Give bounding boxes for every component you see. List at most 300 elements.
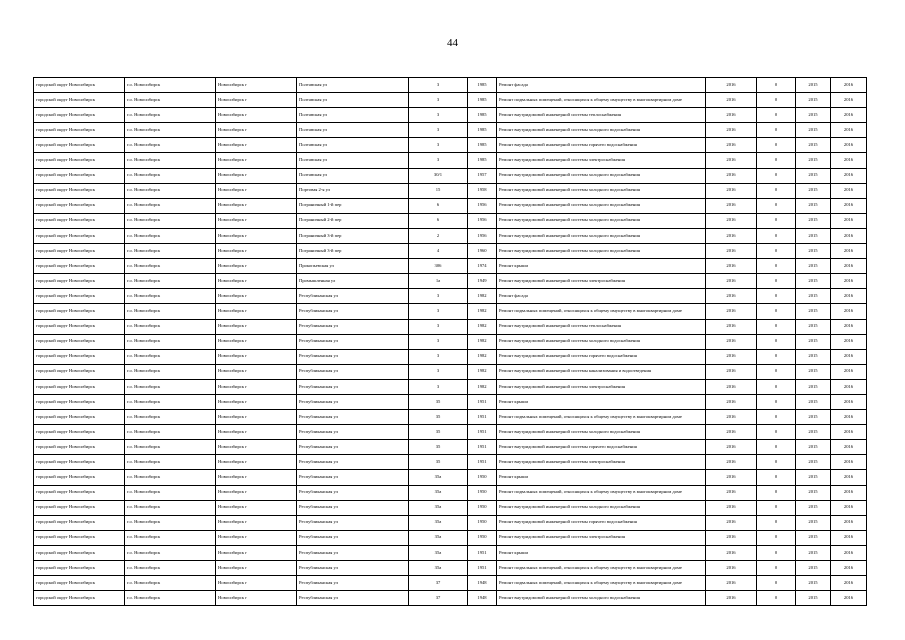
house-number-cell: 3 [409,138,468,153]
count-cell: 0 [757,379,796,394]
street-cell: Республиканская ул [297,364,409,379]
district-cell: городской округ Новосибирск [34,470,125,485]
work-type-cell: Ремонт подвальных помещений, относящихся к общему имуществу в многоквартирном доме [497,93,706,108]
district-cell: городской округ Новосибирск [34,576,125,591]
table-row [34,319,867,334]
table-row [34,545,867,560]
count-cell: 0 [757,410,796,425]
start-year-cell: 2015 [796,364,831,379]
count-cell: 0 [757,545,796,560]
table-row [34,455,867,470]
build-year-cell: 1985 [468,153,497,168]
work-type-cell: Ремонт подвальных помещений, относящихся к общему имуществу в многоквартирном доме [497,576,706,591]
district-cell: городской округ Новосибирск [34,289,125,304]
table-row [34,485,867,500]
municipality-cell: г.о. Новосибирск [125,410,216,425]
city-cell: Новосибирск г [216,364,297,379]
build-year-cell: 1951 [468,440,497,455]
start-year-cell: 2015 [796,515,831,530]
city-cell: Новосибирск г [216,545,297,560]
municipality-cell: г.о. Новосибирск [125,349,216,364]
street-cell: Республиканская ул [297,455,409,470]
municipality-cell: г.о. Новосибирск [125,108,216,123]
end-year-cell: 2016 [831,379,867,394]
build-year-cell: 1957 [468,168,497,183]
municipality-cell: г.о. Новосибирск [125,515,216,530]
district-cell: городской округ Новосибирск [34,183,125,198]
end-year-cell: 2016 [831,244,867,259]
street-cell: Республиканская ул [297,319,409,334]
table-row [34,334,867,349]
plan-year-cell: 2016 [706,228,757,243]
count-cell: 0 [757,168,796,183]
start-year-cell: 2015 [796,561,831,576]
count-cell: 0 [757,561,796,576]
city-cell: Новосибирск г [216,591,297,606]
municipality-cell: г.о. Новосибирск [125,591,216,606]
city-cell: Новосибирск г [216,244,297,259]
city-cell: Новосибирск г [216,228,297,243]
count-cell: 0 [757,198,796,213]
start-year-cell: 2015 [796,123,831,138]
build-year-cell: 1956 [468,228,497,243]
work-type-cell: Ремонт внутридомовой инженерной системы теплоснабжения [497,108,706,123]
table-row [34,123,867,138]
work-type-cell: Ремонт внутридомовой инженерной системы холодного водоснабжения [497,228,706,243]
count-cell: 0 [757,183,796,198]
table-row [34,244,867,259]
house-number-cell: 35 [409,394,468,409]
count-cell: 0 [757,425,796,440]
district-cell: городской округ Новосибирск [34,379,125,394]
municipality-cell: г.о. Новосибирск [125,440,216,455]
plan-year-cell: 2016 [706,198,757,213]
plan-year-cell: 2016 [706,515,757,530]
street-cell: Полтавская ул [297,138,409,153]
table-row [34,304,867,319]
house-number-cell: 3 [409,93,468,108]
street-cell: Республиканская ул [297,304,409,319]
house-number-cell: 6 [409,198,468,213]
start-year-cell: 2015 [796,168,831,183]
table-row [34,425,867,440]
work-type-cell: Ремонт внутридомовой инженерной системы горячего водоснабжения [497,440,706,455]
municipality-cell: г.о. Новосибирск [125,425,216,440]
count-cell: 0 [757,576,796,591]
build-year-cell: 1958 [468,183,497,198]
end-year-cell: 2016 [831,138,867,153]
work-type-cell: Ремонт внутридомовой инженерной системы холодного водоснабжения [497,244,706,259]
house-number-cell: 15 [409,183,468,198]
end-year-cell: 2016 [831,228,867,243]
street-cell: Прокопьевская ул [297,259,409,274]
city-cell: Новосибирск г [216,394,297,409]
table-row [34,515,867,530]
plan-year-cell: 2016 [706,259,757,274]
work-type-cell: Ремонт внутридомовой инженерной системы холодного водоснабжения [497,168,706,183]
start-year-cell: 2015 [796,244,831,259]
municipality-cell: г.о. Новосибирск [125,576,216,591]
plan-year-cell: 2016 [706,183,757,198]
table-row [34,93,867,108]
work-type-cell: Ремонт внутридомовой инженерной системы электроснабжения [497,153,706,168]
start-year-cell: 2015 [796,576,831,591]
city-cell: Новосибирск г [216,108,297,123]
plan-year-cell: 2016 [706,364,757,379]
count-cell: 0 [757,455,796,470]
work-type-cell: Ремонт внутридомовой инженерной системы холодного водоснабжения [497,183,706,198]
street-cell: Полтавская ул [297,78,409,93]
repair-registry-table [33,77,867,606]
district-cell: городской округ Новосибирск [34,349,125,364]
count-cell: 0 [757,364,796,379]
district-cell: городской округ Новосибирск [34,259,125,274]
street-cell: Республиканская ул [297,576,409,591]
table-row [34,500,867,515]
end-year-cell: 2016 [831,561,867,576]
district-cell: городской округ Новосибирск [34,228,125,243]
city-cell: Новосибирск г [216,289,297,304]
city-cell: Новосибирск г [216,153,297,168]
plan-year-cell: 2016 [706,470,757,485]
start-year-cell: 2015 [796,455,831,470]
table-row [34,213,867,228]
district-cell: городской округ Новосибирск [34,485,125,500]
build-year-cell: 1950 [468,485,497,500]
municipality-cell: г.о. Новосибирск [125,379,216,394]
district-cell: городской округ Новосибирск [34,410,125,425]
count-cell: 0 [757,591,796,606]
municipality-cell: г.о. Новосибирск [125,244,216,259]
street-cell: Республиканская ул [297,561,409,576]
house-number-cell: 306 [409,259,468,274]
count-cell: 0 [757,123,796,138]
street-cell: Республиканская ул [297,440,409,455]
count-cell: 0 [757,530,796,545]
table-row [34,108,867,123]
count-cell: 0 [757,93,796,108]
table-row [34,561,867,576]
start-year-cell: 2015 [796,334,831,349]
city-cell: Новосибирск г [216,168,297,183]
count-cell: 0 [757,259,796,274]
city-cell: Новосибирск г [216,379,297,394]
work-type-cell: Ремонт внутридомовой инженерной системы холодного водоснабжения [497,213,706,228]
plan-year-cell: 2016 [706,545,757,560]
plan-year-cell: 2016 [706,500,757,515]
house-number-cell: 35а [409,530,468,545]
end-year-cell: 2016 [831,334,867,349]
city-cell: Новосибирск г [216,349,297,364]
work-type-cell: Ремонт внутридомовой инженерной системы горячего водоснабжения [497,138,706,153]
count-cell: 0 [757,213,796,228]
build-year-cell: 1951 [468,425,497,440]
end-year-cell: 2016 [831,545,867,560]
district-cell: городской округ Новосибирск [34,213,125,228]
table-row [34,364,867,379]
start-year-cell: 2015 [796,470,831,485]
district-cell: городской округ Новосибирск [34,561,125,576]
work-type-cell: Ремонт внутридомовой инженерной системы холодного водоснабжения [497,123,706,138]
count-cell: 0 [757,228,796,243]
district-cell: городской округ Новосибирск [34,334,125,349]
house-number-cell: 35 [409,410,468,425]
district-cell: городской округ Новосибирск [34,455,125,470]
count-cell: 0 [757,485,796,500]
start-year-cell: 2015 [796,304,831,319]
start-year-cell: 2015 [796,485,831,500]
build-year-cell: 1949 [468,274,497,289]
end-year-cell: 2016 [831,123,867,138]
municipality-cell: г.о. Новосибирск [125,78,216,93]
municipality-cell: г.о. Новосибирск [125,213,216,228]
table-row [34,228,867,243]
table-row [34,576,867,591]
municipality-cell: г.о. Новосибирск [125,168,216,183]
house-number-cell: 35 [409,455,468,470]
table-row [34,138,867,153]
district-cell: городской округ Новосибирск [34,440,125,455]
district-cell: городской округ Новосибирск [34,78,125,93]
municipality-cell: г.о. Новосибирск [125,123,216,138]
district-cell: городской округ Новосибирск [34,138,125,153]
build-year-cell: 1982 [468,364,497,379]
start-year-cell: 2015 [796,259,831,274]
house-number-cell: 3 [409,78,468,93]
district-cell: городской округ Новосибирск [34,545,125,560]
start-year-cell: 2015 [796,349,831,364]
count-cell: 0 [757,244,796,259]
table-row [34,153,867,168]
city-cell: Новосибирск г [216,198,297,213]
street-cell: Республиканская ул [297,410,409,425]
city-cell: Новосибирск г [216,319,297,334]
street-cell: Полтавская ул [297,168,409,183]
build-year-cell: 1951 [468,394,497,409]
work-type-cell: Ремонт подвальных помещений, относящихся к общему имуществу в многоквартирном доме [497,485,706,500]
table-row [34,410,867,425]
city-cell: Новосибирск г [216,138,297,153]
end-year-cell: 2016 [831,78,867,93]
street-cell: Республиканская ул [297,530,409,545]
build-year-cell: 1951 [468,410,497,425]
count-cell: 0 [757,349,796,364]
street-cell: Республиканская ул [297,349,409,364]
end-year-cell: 2016 [831,304,867,319]
municipality-cell: г.о. Новосибирск [125,289,216,304]
work-type-cell: Ремонт внутридомовой инженерной системы теплоснабжения [497,319,706,334]
page-number: 44 [447,37,458,49]
end-year-cell: 2016 [831,364,867,379]
build-year-cell: 1950 [468,470,497,485]
end-year-cell: 2016 [831,470,867,485]
house-number-cell: 3 [409,334,468,349]
city-cell: Новосибирск г [216,274,297,289]
build-year-cell: 1982 [468,304,497,319]
end-year-cell: 2016 [831,485,867,500]
end-year-cell: 2016 [831,259,867,274]
municipality-cell: г.о. Новосибирск [125,93,216,108]
start-year-cell: 2015 [796,440,831,455]
municipality-cell: г.о. Новосибирск [125,183,216,198]
work-type-cell: Ремонт фасада [497,289,706,304]
count-cell: 0 [757,515,796,530]
build-year-cell: 1948 [468,576,497,591]
end-year-cell: 2016 [831,455,867,470]
district-cell: городской округ Новосибирск [34,530,125,545]
district-cell: городской округ Новосибирск [34,500,125,515]
municipality-cell: г.о. Новосибирск [125,470,216,485]
plan-year-cell: 2016 [706,123,757,138]
count-cell: 0 [757,138,796,153]
start-year-cell: 2015 [796,108,831,123]
table-row [34,259,867,274]
work-type-cell: Ремонт крыши [497,470,706,485]
work-type-cell: Ремонт крыши [497,394,706,409]
table-row [34,530,867,545]
plan-year-cell: 2016 [706,576,757,591]
build-year-cell: 1950 [468,515,497,530]
house-number-cell: 35 [409,440,468,455]
street-cell: Пограничный 1-й пер [297,198,409,213]
count-cell: 0 [757,500,796,515]
municipality-cell: г.о. Новосибирск [125,259,216,274]
city-cell: Новосибирск г [216,304,297,319]
plan-year-cell: 2016 [706,591,757,606]
table-row [34,440,867,455]
start-year-cell: 2015 [796,500,831,515]
city-cell: Новосибирск г [216,410,297,425]
work-type-cell: Ремонт подвальных помещений, относящихся к общему имуществу в многоквартирном доме [497,410,706,425]
city-cell: Новосибирск г [216,93,297,108]
municipality-cell: г.о. Новосибирск [125,319,216,334]
work-type-cell: Ремонт внутридомовой инженерной системы электроснабжения [497,379,706,394]
count-cell: 0 [757,334,796,349]
district-cell: городской округ Новосибирск [34,591,125,606]
table-row [34,289,867,304]
house-number-cell: 3 [409,108,468,123]
plan-year-cell: 2016 [706,394,757,409]
district-cell: городской округ Новосибирск [34,198,125,213]
house-number-cell: 4 [409,244,468,259]
street-cell: Республиканская ул [297,515,409,530]
plan-year-cell: 2016 [706,168,757,183]
work-type-cell: Ремонт внутридомовой инженерной системы электроснабжения [497,455,706,470]
table-body [34,78,867,606]
start-year-cell: 2015 [796,379,831,394]
count-cell: 0 [757,153,796,168]
house-number-cell: 35а [409,500,468,515]
end-year-cell: 2016 [831,168,867,183]
street-cell: Полтавская ул [297,123,409,138]
build-year-cell: 1974 [468,259,497,274]
count-cell: 0 [757,440,796,455]
start-year-cell: 2015 [796,183,831,198]
end-year-cell: 2016 [831,349,867,364]
start-year-cell: 2015 [796,545,831,560]
build-year-cell: 1982 [468,349,497,364]
build-year-cell: 1985 [468,78,497,93]
plan-year-cell: 2016 [706,213,757,228]
city-cell: Новосибирск г [216,515,297,530]
start-year-cell: 2015 [796,410,831,425]
house-number-cell: 37 [409,591,468,606]
municipality-cell: г.о. Новосибирск [125,334,216,349]
district-cell: городской округ Новосибирск [34,304,125,319]
build-year-cell: 1985 [468,138,497,153]
work-type-cell: Ремонт внутридомовой инженерной системы горячего водоснабжения [497,349,706,364]
municipality-cell: г.о. Новосибирск [125,274,216,289]
plan-year-cell: 2016 [706,425,757,440]
city-cell: Новосибирск г [216,576,297,591]
municipality-cell: г.о. Новосибирск [125,485,216,500]
district-cell: городской округ Новосибирск [34,244,125,259]
plan-year-cell: 2016 [706,153,757,168]
plan-year-cell: 2016 [706,304,757,319]
table-row [34,591,867,606]
house-number-cell: 35а [409,485,468,500]
street-cell: Республиканская ул [297,485,409,500]
plan-year-cell: 2016 [706,530,757,545]
build-year-cell: 1982 [468,334,497,349]
district-cell: городской округ Новосибирск [34,108,125,123]
end-year-cell: 2016 [831,500,867,515]
end-year-cell: 2016 [831,591,867,606]
plan-year-cell: 2016 [706,410,757,425]
city-cell: Новосибирск г [216,123,297,138]
district-cell: городской округ Новосибирск [34,168,125,183]
work-type-cell: Ремонт крыши [497,259,706,274]
district-cell: городской округ Новосибирск [34,153,125,168]
street-cell: Республиканская ул [297,379,409,394]
street-cell: Пограничный 2-й пер [297,213,409,228]
build-year-cell: 1951 [468,561,497,576]
work-type-cell: Ремонт внутридомовой инженерной системы электроснабжения [497,530,706,545]
start-year-cell: 2015 [796,198,831,213]
table-row [34,349,867,364]
plan-year-cell: 2016 [706,561,757,576]
count-cell: 0 [757,108,796,123]
plan-year-cell: 2016 [706,244,757,259]
start-year-cell: 2015 [796,274,831,289]
street-cell: Республиканская ул [297,545,409,560]
city-cell: Новосибирск г [216,213,297,228]
build-year-cell: 1956 [468,198,497,213]
end-year-cell: 2016 [831,93,867,108]
build-year-cell: 1985 [468,123,497,138]
work-type-cell: Ремонт подвальных помещений, относящихся к общему имуществу в многоквартирном доме [497,304,706,319]
plan-year-cell: 2016 [706,78,757,93]
plan-year-cell: 2016 [706,349,757,364]
start-year-cell: 2015 [796,213,831,228]
house-number-cell: 2 [409,228,468,243]
build-year-cell: 1985 [468,108,497,123]
start-year-cell: 2015 [796,93,831,108]
build-year-cell: 1948 [468,591,497,606]
end-year-cell: 2016 [831,108,867,123]
work-type-cell: Ремонт внутридомовой инженерной системы холодного водоснабжения [497,591,706,606]
plan-year-cell: 2016 [706,93,757,108]
house-number-cell: 35а [409,515,468,530]
city-cell: Новосибирск г [216,455,297,470]
street-cell: Республиканская ул [297,334,409,349]
start-year-cell: 2015 [796,138,831,153]
municipality-cell: г.о. Новосибирск [125,500,216,515]
house-number-cell: 6 [409,213,468,228]
city-cell: Новосибирск г [216,259,297,274]
end-year-cell: 2016 [831,530,867,545]
build-year-cell: 1982 [468,289,497,304]
